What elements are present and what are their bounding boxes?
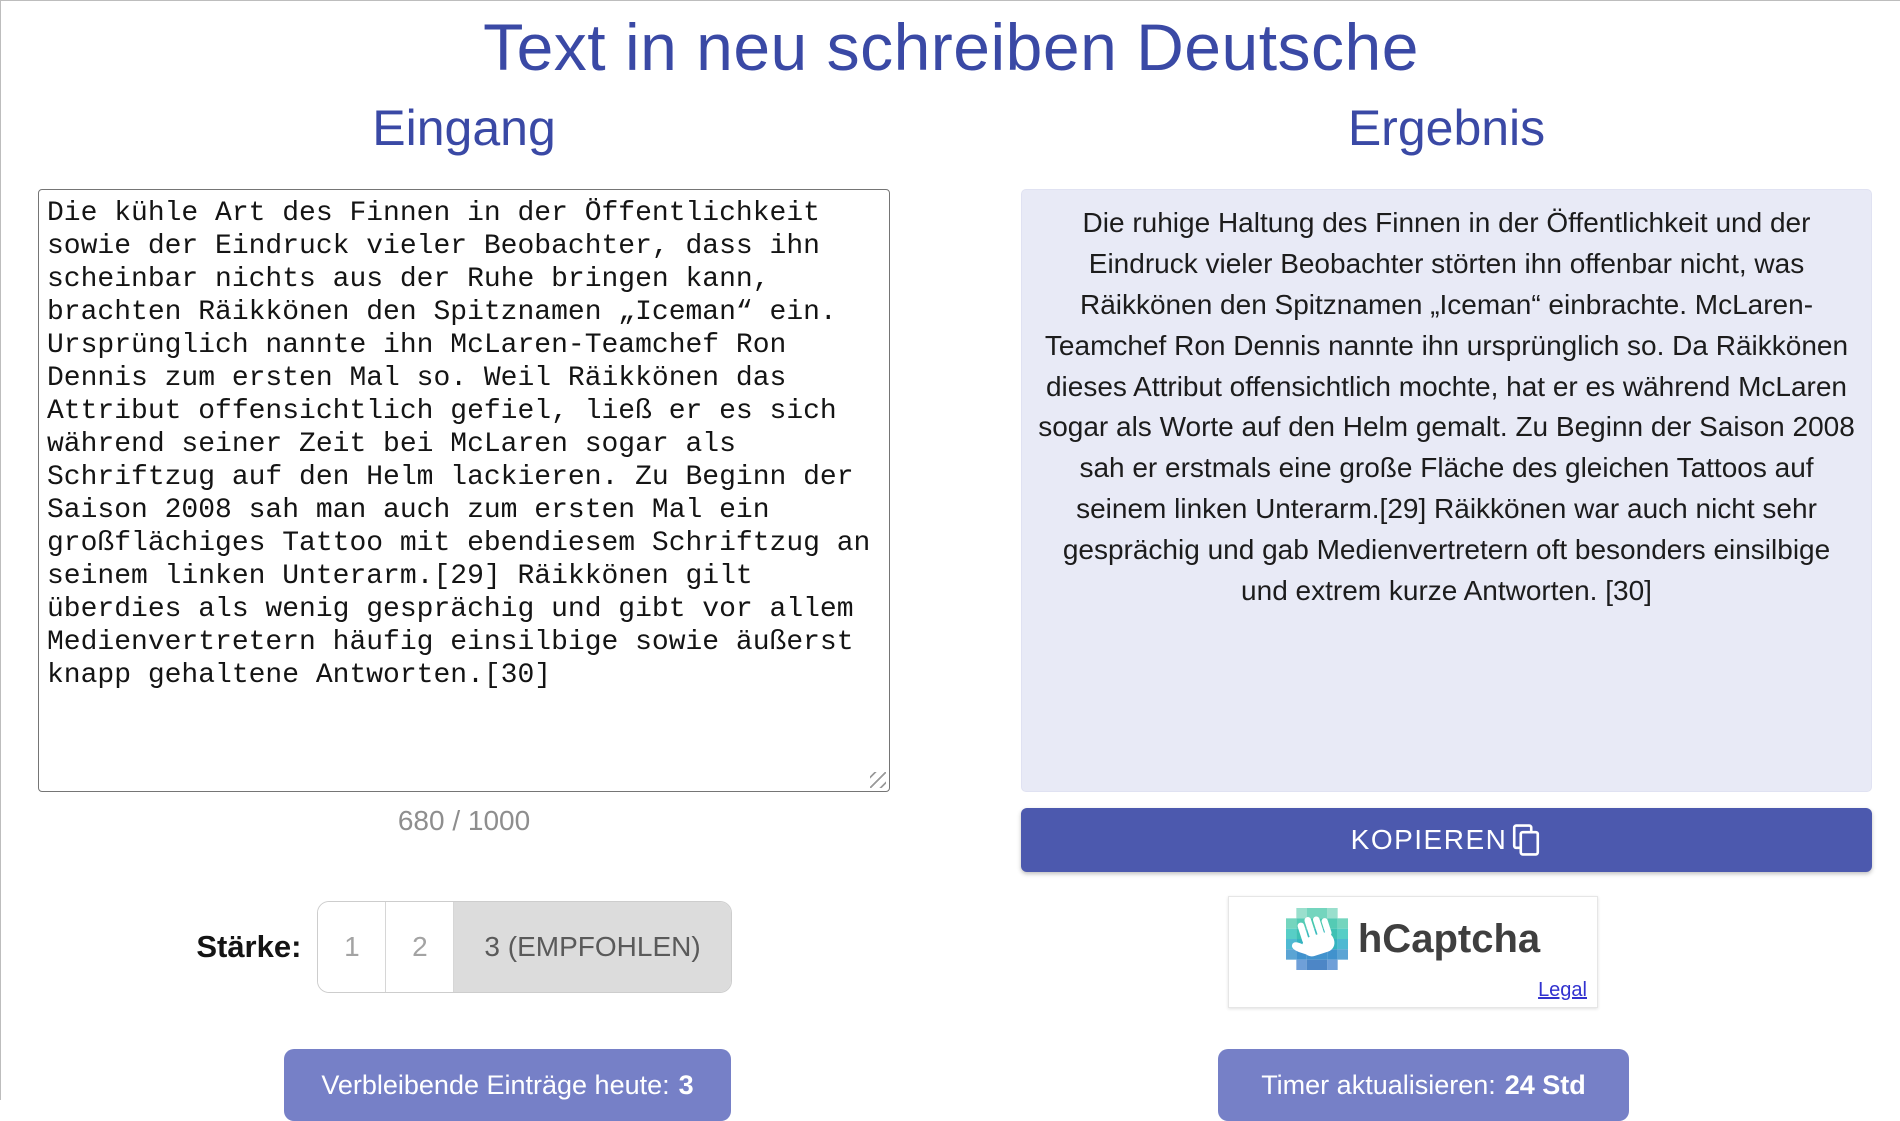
remaining-entries-label: Verbleibende Einträge heute: xyxy=(321,1069,670,1100)
remaining-entries-button[interactable] xyxy=(284,1049,731,1121)
timer-value: 24 Std xyxy=(1504,1069,1586,1100)
hcaptcha-brand: hCaptcha xyxy=(1357,916,1541,961)
remaining-entries-value: 3 xyxy=(678,1069,694,1100)
strength-option-3[interactable]: 3 (EMPFOHLEN) xyxy=(454,902,730,992)
result-column xyxy=(1021,1,1872,1101)
strength-option-2[interactable]: 2 xyxy=(386,902,454,992)
page-title: Text in neu schreiben Deutsche xyxy=(483,10,1419,84)
hcaptcha-brand-row xyxy=(1229,908,1597,970)
result-heading: Ergebnis xyxy=(1347,100,1546,156)
input-textarea[interactable] xyxy=(38,189,890,792)
timer-button[interactable] xyxy=(1218,1049,1629,1121)
hcaptcha-legal-link[interactable]: Legal xyxy=(1538,979,1587,1001)
result-panel: Die ruhige Haltung des Finnen in der Öffentlichkeit und der Eindruck vieler Beobachter störten ihn offenbar nicht, was Räikkönen den Spitznamen „Iceman“ einbrachte. McLaren-Teamchef Ron Dennis nannte ihn ursprünglich so. Da Räikkönen dieses Attribut offensichtlich mochte, hat er es während McLaren sogar als Worte auf den Helm gemalt. Zu Beginn der Saison 2008 sah er erstmals eine große Fläche des gleichen Tattoos auf seinem linken Unterarm.[29] Räikkönen war auch nicht sehr gesprächig und gab Medienvertretern oft besonders einsilbige und extrem kurze Antworten. [30] xyxy=(1021,189,1872,792)
hcaptcha-logo-icon xyxy=(1286,908,1348,970)
hcaptcha-widget[interactable] xyxy=(1228,896,1598,1008)
strength-selector xyxy=(317,901,731,993)
strength-label: Stärke: xyxy=(196,929,302,964)
input-column xyxy=(38,1,890,1101)
strength-row xyxy=(38,899,890,995)
copy-button[interactable] xyxy=(1021,808,1872,872)
input-heading: Eingang xyxy=(372,100,556,156)
timer-label: Timer aktualisieren: xyxy=(1261,1069,1496,1100)
strength-option-1[interactable]: 1 xyxy=(318,902,386,992)
page xyxy=(1,1,1900,1101)
copy-icon xyxy=(1510,823,1542,857)
char-counter: 680 / 1000 xyxy=(397,805,531,836)
copy-button-label: KOPIEREN xyxy=(1350,824,1508,855)
